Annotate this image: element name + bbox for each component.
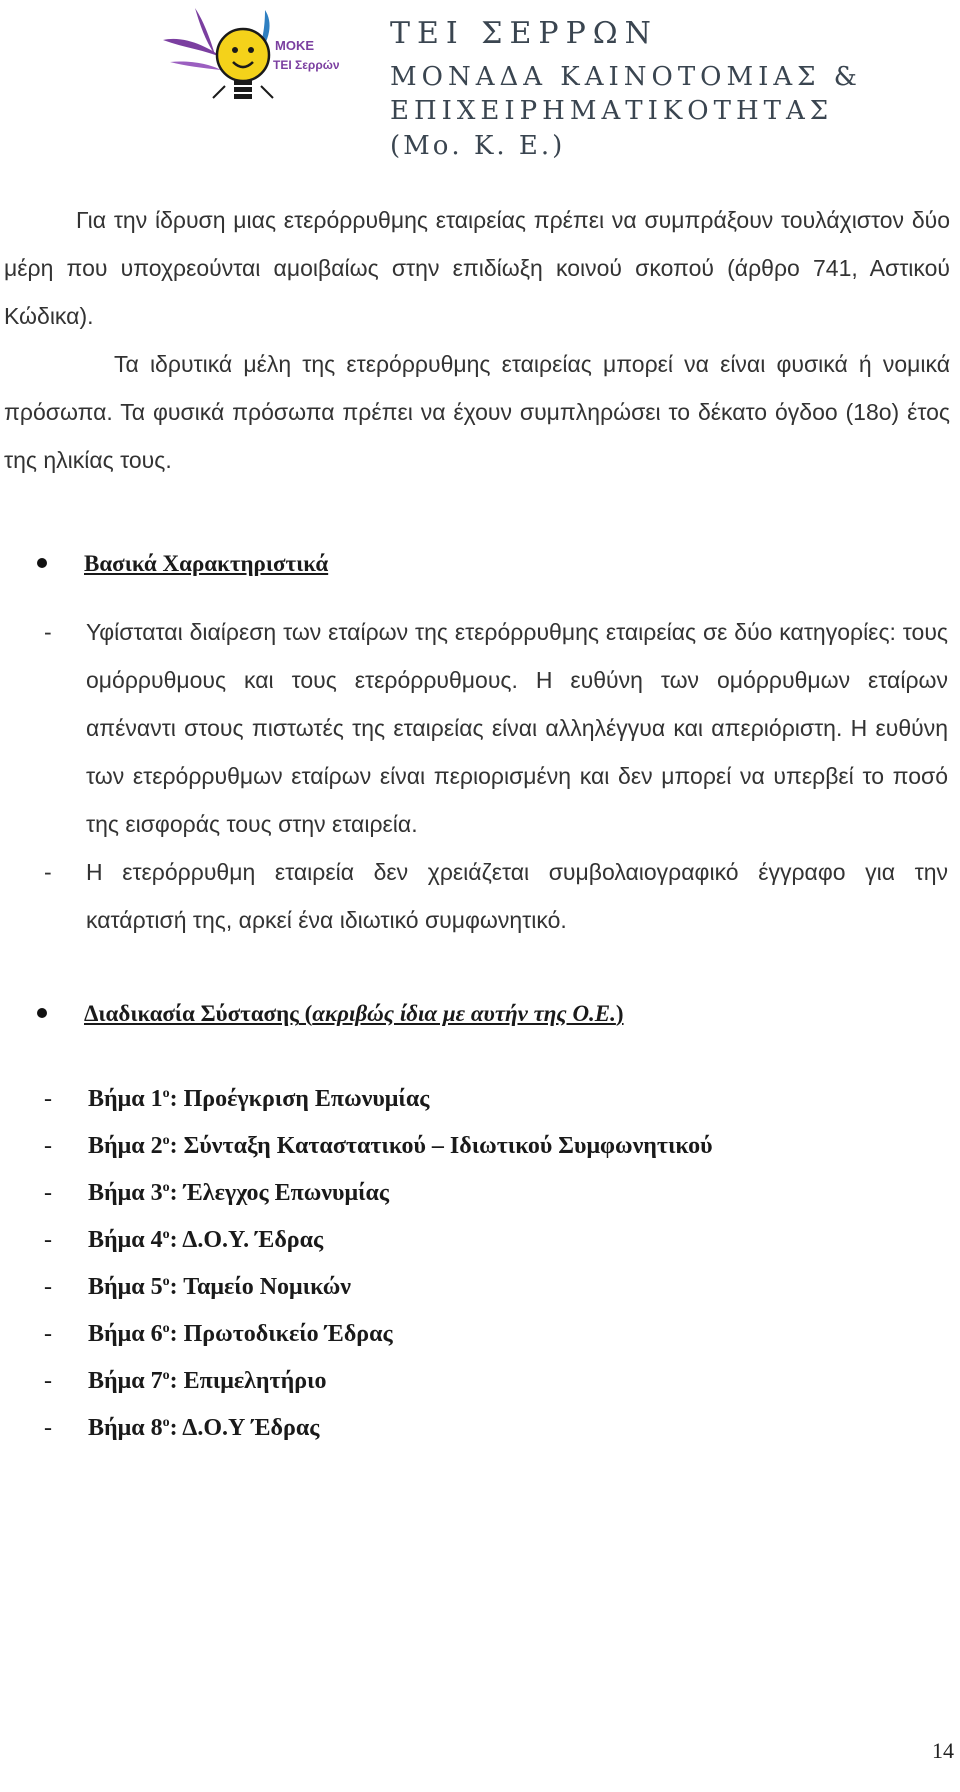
dash-marker: - (44, 1321, 52, 1347)
document-body (0, 196, 960, 1452)
procedure-step (0, 1123, 960, 1170)
step-number: 7 (150, 1368, 163, 1394)
procedure-step (0, 1264, 960, 1311)
step-label: : Σύνταξη Καταστατικού – Ιδιωτικού Συμφωνητικού (169, 1133, 713, 1159)
section-heading-characteristics-text: Βασικά Χαρακτηριστικά (84, 551, 329, 576)
intro-paragraph-1-text: Για την ίδρυση μιας ετερόρρυθμης εταιρείας πρέπει να συμπράξουν τουλάχιστον δύο μέρη που υποχρεούνται αμοιβαίως στην επιδίωξη κοινού σκοπού (άρθρο 741, Αστικού Κώδικα). (4, 207, 950, 329)
dash-marker: - (44, 1086, 52, 1112)
step-word: Βήμα (88, 1274, 145, 1300)
section-heading-characteristics (0, 548, 960, 580)
org-line-2: ΜΟΝΑΔΑ ΚΑΙΝΟΤΟΜΙΑΣ & (390, 62, 862, 92)
section-heading-procedure-italic: ακριβώς ίδια με αυτήν της Ο.Ε. (312, 1001, 616, 1026)
bullet-icon (37, 558, 47, 568)
section-heading-procedure-paren-close: ) (615, 1001, 624, 1026)
step-label: : Έλεγχος Επωνυμίας (169, 1180, 390, 1206)
step-number: 2 (150, 1133, 163, 1159)
characteristic-item-1 (0, 608, 960, 848)
step-ordinal: ο (162, 1227, 170, 1242)
step-number: 4 (150, 1227, 163, 1253)
step-word: Βήμα (88, 1180, 145, 1206)
procedure-step (0, 1217, 960, 1264)
step-word: Βήμα (88, 1415, 145, 1441)
step-label: : Προέγκριση Επωνυμίας (169, 1086, 430, 1112)
dash-marker: - (44, 1368, 52, 1394)
dash-marker: - (44, 1415, 52, 1441)
procedure-step (0, 1358, 960, 1405)
page-number: 14 (932, 1738, 954, 1763)
org-line-3: ΕΠΙΧΕΙΡΗΜΑΤΙΚΟΤΗΤΑΣ (390, 96, 834, 126)
dash-marker: - (44, 1133, 52, 1159)
step-label: : Δ.Ο.Υ. Έδρας (169, 1227, 324, 1253)
page-header (0, 0, 960, 180)
step-word: Βήμα (88, 1368, 145, 1394)
procedure-steps-list (0, 1076, 960, 1452)
logo-text-line1: ΜΟΚΕ (275, 38, 314, 53)
step-label: : Επιμελητήριο (169, 1368, 327, 1394)
step-number: 8 (150, 1415, 163, 1441)
step-ordinal: ο (162, 1133, 170, 1148)
dash-marker: - (44, 1227, 52, 1253)
organization-title (390, 14, 862, 164)
step-number: 5 (150, 1274, 163, 1300)
dash-marker: - (44, 619, 52, 645)
org-line-4: (Μο. Κ. Ε.) (390, 131, 566, 161)
section-heading-procedure (0, 998, 960, 1030)
logo-text-line2: ΤΕΙ Σερρών (273, 58, 340, 72)
step-number: 3 (150, 1180, 163, 1206)
step-ordinal: ο (162, 1274, 170, 1289)
dash-marker: - (44, 1274, 52, 1300)
step-word: Βήμα (88, 1086, 145, 1112)
procedure-step (0, 1170, 960, 1217)
intro-paragraph-1 (0, 196, 960, 340)
procedure-step (0, 1311, 960, 1358)
step-number: 1 (150, 1086, 163, 1112)
step-number: 6 (150, 1321, 163, 1347)
moke-logo (155, 0, 375, 115)
step-label: : Πρωτοδικείο Έδρας (169, 1321, 393, 1347)
section-heading-procedure-paren-open: ( (298, 1001, 313, 1026)
org-line-1: ΤΕΙ ΣΕΡΡΩΝ (390, 16, 658, 51)
procedure-step (0, 1076, 960, 1123)
step-ordinal: ο (162, 1368, 170, 1383)
step-ordinal: ο (162, 1180, 170, 1195)
step-ordinal: ο (162, 1321, 170, 1336)
dash-marker: - (44, 1180, 52, 1206)
characteristic-item-2 (0, 848, 960, 944)
dash-marker: - (44, 859, 52, 885)
intro-paragraph-2-text: Τα ιδρυτικά μέλη της ετερόρρυθμης εταιρείας μπορεί να είναι φυσικά ή νομικά πρόσωπα. Τα φυσικά πρόσωπα πρέπει να έχουν συμπληρώσει το δέκατο όγδοο (18ο) έτος της ηλικίας τους. (4, 351, 950, 473)
characteristic-item-2-text: Η ετερόρρυθμη εταιρεία δεν χρειάζεται συμβολαιογραφικό έγγραφο για την κατάρτισή της, αρκεί ένα ιδιωτικό συμφωνητικό. (86, 859, 948, 933)
step-word: Βήμα (88, 1227, 145, 1253)
intro-paragraph-2 (0, 340, 960, 484)
step-word: Βήμα (88, 1133, 145, 1159)
step-ordinal: ο (162, 1415, 170, 1430)
section-heading-procedure-main: Διαδικασία Σύστασης (84, 1001, 299, 1026)
procedure-step (0, 1405, 960, 1452)
step-label: : Δ.Ο.Υ Έδρας (169, 1415, 320, 1441)
step-word: Βήμα (88, 1321, 145, 1347)
bullet-icon (37, 1008, 47, 1018)
step-ordinal: ο (162, 1086, 170, 1101)
characteristic-item-1-text: Υφίσταται διαίρεση των εταίρων της ετερόρρυθμης εταιρείας σε δύο κατηγορίες: τους ομόρρυθμους και τους ετερόρρυθμους. Η ευθύνη των ομόρρυθμων εταίρων απέναντι στους πιστωτές της εταιρείας είναι αλληλέγγυα και απεριόριστη. Η ευθύνη των ετερόρρυθμων εταίρων είναι περιορισμένη και δεν μπορεί να υπερβεί το ποσό της εισφοράς τους στην εταιρεία. (86, 619, 948, 837)
step-label: : Ταμείο Νομικών (169, 1274, 351, 1300)
